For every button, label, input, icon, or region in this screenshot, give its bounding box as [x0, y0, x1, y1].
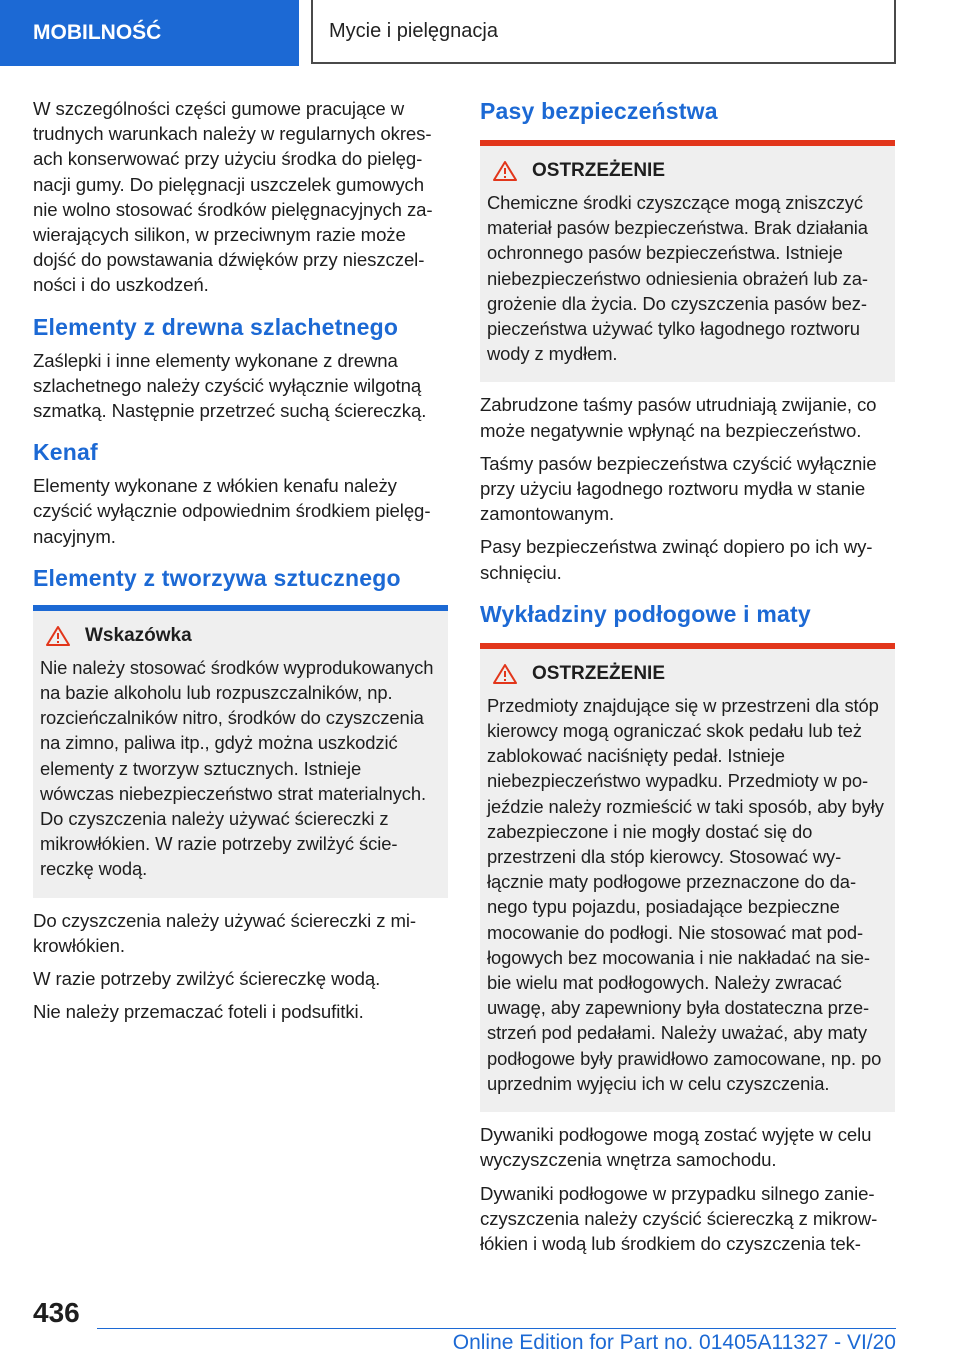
left-after-paragraph-2: W razie potrzeby zwilżyć ściereczkę wodą.: [33, 968, 381, 990]
mats-warning-box: [480, 643, 895, 1112]
chapter-tab: MOBILNOŚĆ: [0, 0, 299, 66]
belts-warning-text: Chemiczne środki czyszczące mogą zniszczyć materiał pasów bezpieczeństwa. Brak działania ochronnego pasów bezpieczeństwa. Istnieje niebezpieczeństwo odniesienia obrażeń lub zagrożenie dla życia. Do czyszczenia pasów bezpieczeństwa używać tylko łagodnego roztworu wody z mydłem.: [487, 192, 869, 365]
note-box: [33, 605, 448, 898]
warning-triangle-icon: [492, 663, 518, 685]
right-column: [480, 96, 895, 1264]
left-column: [33, 96, 448, 1032]
mats-paragraph-1: Dywaniki podłogowe mogą zostać wyjęte w celu wyczyszczenia wnętrza samochodu.: [480, 1124, 872, 1171]
note-title: Wskazówka: [85, 624, 192, 646]
belts-warning-title: OSTRZEŻENIE: [532, 160, 666, 181]
mats-heading: Wykładziny podłogowe i maty: [480, 600, 811, 627]
mats-warning-title: OSTRZEŻENIE: [532, 662, 666, 684]
belts-warning-title-row: [487, 160, 887, 182]
belts-paragraph-2: Taśmy pasów bezpieczeństwa czyścić wyłącznie przy użyciu łagodnego roztworu mydła w stanie zamontowanym.: [480, 452, 877, 525]
left-after-paragraph-3: Nie należy przemaczać foteli i podsufitki.: [33, 1001, 364, 1023]
note-box-title: [40, 625, 440, 647]
belts-paragraph-3: Pasy bezpieczeństwa zwinąć dopiero po ich wyschnięciu.: [480, 536, 873, 583]
belts-warning-box: [480, 140, 895, 382]
wood-paragraph: Zaślepki i inne elementy wykonane z drewna szlachetnego należy czyścić wyłącznie wilgotną szmatką. Następnie przetrzeć suchą ściereczką.: [33, 349, 427, 422]
mats-warning-title-row: [487, 663, 887, 685]
page-number: 436: [33, 1297, 80, 1328]
left-after-paragraph-1: Do czyszczenia należy używać ściereczki z mikrowłókien.: [33, 909, 417, 956]
kenaf-heading: Kenaf: [33, 439, 98, 466]
footer-edition: Online Edition for Part no. 01405A11327 - VI/20: [452, 1331, 896, 1354]
footer-divider: [97, 1328, 896, 1329]
section-title: Mycie i pielęgnacja: [311, 0, 896, 64]
belts-paragraph-1: Zabrudzone taśmy pasów utrudniają zwijanie, co może negatywnie wpłynąć na bezpieczeństwo.: [480, 394, 877, 441]
kenaf-paragraph: Elementy wykonane z włókien kenafu należy czyścić wyłącznie odpowiednim środkiem pielęgnacyjnym.: [33, 475, 431, 547]
belts-heading: Pasy bezpieczeństwa: [480, 98, 718, 124]
plastic-heading: Elementy z tworzywa sztucznego: [33, 564, 401, 591]
mats-warning-text: Przedmioty znajdujące się w przestrzeni dla stóp kierowcy mogą ograniczać skok pedału lub też zablokować naciśnięty pedał. Istnieje niebezpieczeństwo wypadku. Przedmioty w pojeździe należy rozmieścić w taki sposób, aby były zabezpieczone i nie mogły dostać się do przestrzeni dla stóp kierowcy. Stosować wyłącznie maty podłogowe przeznaczone do danego typu pojazdu, posiadające bezpieczne mocowanie do podłogi. Nie stosować mat podłogowych bez mocowania i nie nakładać na siebie wielu mat podłogowych. Należy zwracać uwagę, aby zapewniony była dostateczna przestrzeń pod pedałami. Należy uważać, aby maty podłogowe były prawidłowo zamocowane, np. po uprzednim wyjęciu ich w celu czyszczenia.: [487, 694, 884, 1094]
wood-heading: Elementy z drewna szlachetnego: [33, 313, 399, 340]
warning-triangle-icon: [45, 625, 71, 647]
note-text: Nie należy stosować środków wyprodukowanych na bazie alkoholu lub rozpuszczalników, np. rozcieńczalników nitro, środków do czyszczenia na zimno, paliwa itp., gdyż można uszkodzić elementy z tworzyw sztucznych. Istnieje wówczas niebezpieczeństwo strat materialnych. Do czyszczenia należy używać ściereczki z mikrowłókien. W razie potrzeby zwilżyć ściereczkę wodą.: [40, 656, 434, 880]
mats-paragraph-2: Dywaniki podłogowe w przypadku silnego zanieczyszczenia należy czyścić ściereczką z mikrowłókien i wodą lub środkiem do czyszczenia tek-: [480, 1182, 878, 1254]
warning-triangle-icon: [492, 160, 518, 182]
intro-paragraph: W szczególności części gumowe pracujące w trudnych warunkach należy w regularnych okresach konserwować przy użyciu środka do pielęgnacji gumy. Do pielęgnacji uszczelek gumowych nie wolno stosować środków pielęgnacyjnych zawierających silikon, w przeciwnym razie może dojść do powstawania dźwięków przy nieszczelności i do uszkodzeń.: [33, 98, 433, 296]
